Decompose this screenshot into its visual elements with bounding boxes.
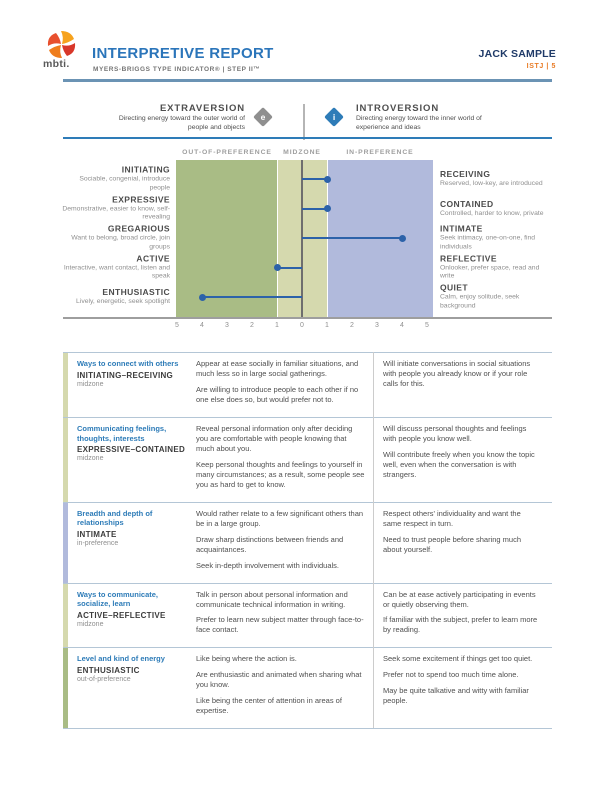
table-row <box>63 583 552 648</box>
facet-preference-level: out-of-preference <box>77 676 131 684</box>
zone-label-midzone: MIDZONE <box>283 149 321 156</box>
facet-right-desc: Reserved, low-key, are introduced <box>440 180 543 188</box>
dichotomy-divider <box>303 104 305 140</box>
axis-tick-label: 4 <box>200 322 204 329</box>
facet-right-name: QUIET <box>440 282 468 293</box>
facet-right-name: RECEIVING <box>440 169 491 180</box>
facet-right-descriptions: Can be at ease actively participating in events or quietly observing them. If familiar with the subject, prefer to learn more by reading. <box>383 589 538 635</box>
mbti-logo-icon <box>46 31 77 59</box>
facet-middle-descriptions: Would rather relate to a few significant others than be in a large group. Draw sharp distinctions between friends and acquaintances. Seek in-depth involvement with individuals. <box>196 508 364 570</box>
facet-right-label <box>440 224 552 253</box>
zone-label-in-preference: IN-PREFERENCE <box>346 149 414 156</box>
facet-left-name: INITIATING <box>121 164 170 175</box>
facet-category: Level and kind of energy <box>77 654 165 664</box>
preference-strip <box>63 584 68 648</box>
facet-table <box>63 352 552 729</box>
axis-tick-label: 1 <box>325 322 329 329</box>
logo-wordmark: mbti. <box>43 58 70 70</box>
table-row <box>63 352 552 417</box>
page-title: INTERPRETIVE REPORT <box>92 45 274 62</box>
facet-middle-descriptions: Appear at ease socially in familiar situations, and much less so in large social gatherings. Are willing to introduce people to each other if no one else does so, but would prefer not to. <box>196 359 359 404</box>
facet-left-name: ACTIVE <box>136 253 170 264</box>
facet-right-desc: Seek intimacy, one-on-one, find individuals <box>440 234 536 251</box>
facet-pair-name: ENTHUSIASTIC <box>77 666 140 676</box>
extraversion-description: Directing energy toward the outer world of people and objects <box>118 115 245 131</box>
axis-tick-label: 3 <box>225 322 229 329</box>
facet-middle-descriptions: Talk in person about personal information and communicate technical information in writing. Prefer to learn new subject matter through face-to-face contact. <box>196 589 364 635</box>
facet-right-label <box>440 283 552 312</box>
facet-right-label <box>440 199 552 219</box>
facet-right-name: CONTAINED <box>440 198 494 209</box>
facet-right-label <box>440 169 552 189</box>
facet-left-desc: Interactive, want contact, listen and speak <box>63 264 170 280</box>
facet-score-dot <box>324 176 331 183</box>
axis-tick-label: 1 <box>275 322 279 329</box>
facet-left-name: EXPRESSIVE <box>112 194 170 205</box>
facet-right-desc: Calm, enjoy solitude, seek background <box>440 293 520 310</box>
axis-tick-label: 2 <box>250 322 254 329</box>
facet-left-label <box>62 253 170 282</box>
facet-category: Breadth and depth of relationships <box>77 508 153 528</box>
person-name: JACK SAMPLE <box>478 48 556 60</box>
facet-left-desc: Want to belong, broad circle, join groups <box>71 234 170 251</box>
facet-preference-level: midzone <box>77 621 104 629</box>
introversion-diamond-icon: i <box>324 107 344 127</box>
facet-right-descriptions: Will discuss personal thoughts and feelings with people you know well. Will contribute freely when you know the topic well, even when the conversation is with strangers. <box>383 423 535 479</box>
table-row <box>63 502 552 583</box>
facet-pair-name: INTIMATE <box>77 530 117 540</box>
axis-tick-label: 0 <box>300 322 304 329</box>
zone-label-out-of-preference: OUT-OF-PREFERENCE <box>182 149 272 156</box>
extraversion-title: EXTRAVERSION <box>159 103 245 114</box>
axis-tick-label: 5 <box>425 322 429 329</box>
introversion-description: Directing energy toward the inner world of experience and ideas <box>356 115 482 131</box>
facet-right-descriptions: Respect others' individuality and want the same respect in turn. Need to trust people before sharing much about yourself. <box>383 508 521 554</box>
facet-right-descriptions: Seek some excitement if things get too quiet. Prefer not to spend too much time alone. May be quite talkative and witty with familiar people. <box>383 654 533 706</box>
extraversion-diamond-icon: e <box>253 107 273 127</box>
axis-tick-label: 2 <box>350 322 354 329</box>
facet-right-descriptions: Will initiate conversations in social situations with people you already know or if your role calls for this. <box>383 359 531 388</box>
midzone-left-separator <box>277 160 278 317</box>
facet-right-label <box>440 253 552 282</box>
facet-middle-descriptions: Reveal personal information only after deciding you are comfortable with people knowing that much about you. Keep personal thoughts and feelings to yourself in many circumstances; as a result, some people see you as hard to get to know. <box>196 423 365 489</box>
table-row <box>63 417 552 502</box>
axis-tick-label: 3 <box>375 322 379 329</box>
facet-category: Ways to connect with others <box>77 359 179 368</box>
facet-left-label <box>62 224 170 253</box>
table-row <box>63 647 552 728</box>
facet-preference-level: in-preference <box>77 540 119 548</box>
type-badge: ISTJ | 5 <box>526 63 556 70</box>
header-rule <box>63 79 552 82</box>
table-column-divider <box>373 352 374 728</box>
facet-preference-level: midzone <box>77 455 104 463</box>
facet-category: Ways to communicate, socialize, learn <box>77 589 158 609</box>
facet-score-dot <box>324 205 331 212</box>
facet-left-label <box>62 165 170 194</box>
preference-strip <box>63 353 68 417</box>
facet-left-label <box>62 287 170 307</box>
facet-category: Communicating feelings, thoughts, interests <box>77 423 167 443</box>
introversion-title: INTROVERSION <box>356 103 440 114</box>
axis-tick-label: 4 <box>400 322 404 329</box>
band-out-of-preference <box>176 160 277 317</box>
dichotomy-rule <box>63 137 552 139</box>
facet-right-name: INTIMATE <box>440 223 483 234</box>
facet-pair-name: EXPRESSIVE–CONTAINED <box>77 445 186 455</box>
facet-right-name: REFLECTIVE <box>440 253 497 264</box>
facet-left-name: ENTHUSIASTIC <box>102 287 170 298</box>
facet-left-desc: Sociable, congenial, introduce people <box>79 175 170 192</box>
facet-left-desc: Lively, energetic, seek spotlight <box>76 298 170 306</box>
facet-score-bar <box>302 237 402 239</box>
facet-right-desc: Controlled, harder to know, private <box>440 209 544 217</box>
facet-left-label <box>62 194 170 223</box>
page-subtitle: MYERS-BRIGGS TYPE INDICATOR® | STEP II™ <box>93 66 261 73</box>
facet-right-desc: Onlooker, prefer space, read and write <box>440 264 540 280</box>
facet-left-name: GREGARIOUS <box>107 223 170 234</box>
chart-baseline <box>63 317 552 319</box>
preference-strip <box>63 418 68 502</box>
facet-score-bar <box>277 267 302 269</box>
facet-preference-level: midzone <box>77 380 104 388</box>
axis-tick-label: 5 <box>175 322 179 329</box>
facet-left-desc: Demonstrative, easier to know, self-revealing <box>62 205 170 221</box>
facet-score-dot <box>199 294 206 301</box>
preference-strip <box>63 503 68 583</box>
facet-score-bar <box>202 296 302 298</box>
preference-strip <box>63 648 68 728</box>
facet-pair-name: INITIATING–RECEIVING <box>77 370 174 380</box>
facet-middle-descriptions: Like being where the action is. Are enthusiastic and animated when sharing what you know. Like being the center of attention in areas of expertise. <box>196 654 362 716</box>
facet-score-dot <box>274 264 281 271</box>
facet-score-dot <box>399 235 406 242</box>
facet-pair-name: ACTIVE–REFLECTIVE <box>77 611 166 621</box>
